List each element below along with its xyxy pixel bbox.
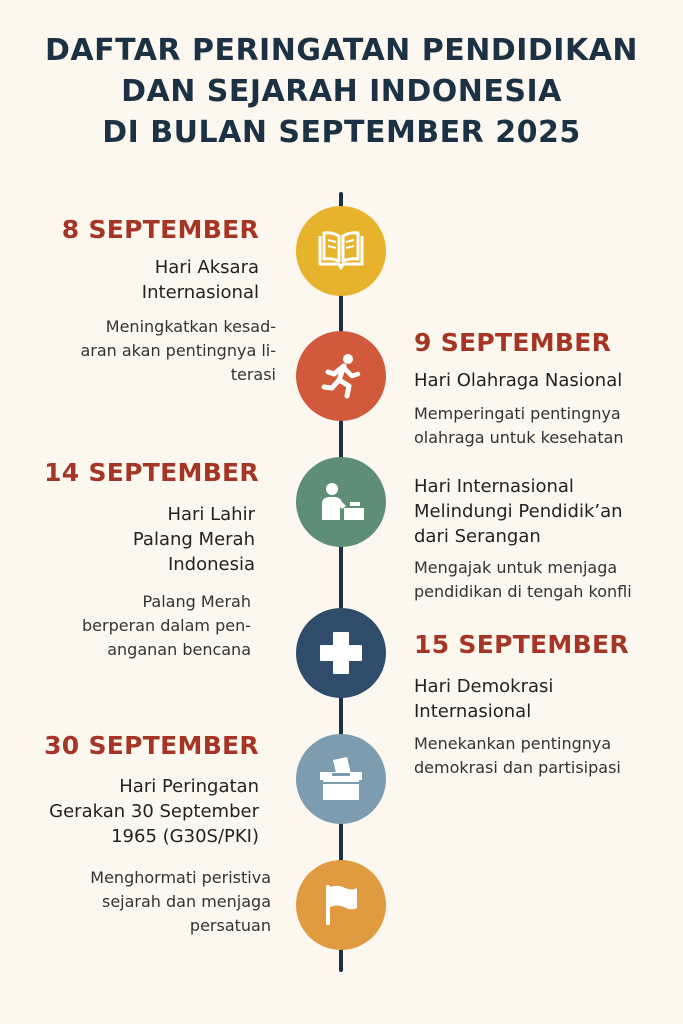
student-desk-icon — [316, 482, 366, 522]
event-desc-1-line: Meningkatkan kesad- — [105, 317, 276, 336]
event-desc-2-line: olahraga untuk kesehatan — [414, 428, 624, 447]
ballot-box-icon — [317, 756, 365, 802]
event-name-5-line: Hari Demokrasi — [414, 676, 554, 697]
event-desc-5-line: demokrasi dan partisipasi — [414, 758, 621, 777]
event-date-2: 9 SEPTEMBER — [414, 328, 612, 357]
event-date-1: 8 SEPTEMBER — [61, 215, 259, 244]
event-desc-6-line: Menghormati peristiva — [90, 868, 271, 887]
event-desc-3 — [82, 590, 251, 662]
event-name-4-line: Melindungi Pendidik’an — [414, 501, 623, 522]
title-line-3: DI BULAN SEPTEMBER 2025 — [102, 115, 581, 150]
event-name-6 — [49, 774, 259, 849]
event-desc-1 — [80, 315, 276, 387]
event-date-6: 30 SEPTEMBER — [44, 731, 259, 760]
event-desc-2 — [414, 402, 624, 450]
event-circle-5 — [296, 734, 386, 824]
page-title — [0, 30, 683, 153]
event-name-3-line: Indonesia — [167, 554, 255, 575]
event-name-6-line: 1965 (G30S/PKI) — [111, 826, 259, 847]
title-line-1: DAFTAR PERINGATAN PENDIDIKAN — [44, 33, 639, 68]
event-desc-5 — [414, 732, 621, 780]
event-desc-4-line: Mengajak untuk menjaga — [414, 558, 618, 577]
event-name-5 — [414, 674, 553, 724]
event-date-5: 15 SEPTEMBER — [414, 630, 629, 659]
runner-icon — [319, 352, 363, 400]
event-desc-2-line: Memperingati pentingnya — [414, 404, 621, 423]
event-desc-3-line: anganan bencana — [107, 640, 251, 659]
event-name-4-line: Hari Internasional — [414, 476, 574, 497]
event-name-2-line: Hari Olahraga Nasional — [414, 370, 623, 391]
event-desc-6-line: sejarah dan menjaga — [101, 892, 271, 911]
event-desc-5-line: Menekankan pentingnya — [414, 734, 612, 753]
event-desc-6 — [90, 866, 271, 938]
event-name-3-line: Palang Merah — [132, 529, 255, 550]
event-desc-6-line: persatuan — [189, 916, 271, 935]
event-name-4 — [414, 474, 623, 549]
title-line-2: DAN SEJARAH INDONESIA — [121, 74, 562, 109]
event-desc-4-line: pendidikan di tengah konfli — [414, 582, 632, 601]
event-name-6-line: Gerakan 30 September — [49, 801, 259, 822]
timeline-axis — [339, 192, 343, 972]
event-desc-3-line: Palang Merah — [142, 592, 251, 611]
event-name-1 — [142, 255, 259, 305]
event-name-1-line: Hari Aksara — [154, 257, 259, 278]
event-desc-1-line: aran akan pentingnya li- — [80, 341, 276, 360]
event-circle-6 — [296, 860, 386, 950]
cross-icon — [318, 630, 364, 676]
event-desc-4 — [414, 556, 632, 604]
event-name-2 — [414, 368, 622, 393]
event-name-3-line: Hari Lahir — [167, 504, 255, 525]
event-desc-1-line: terasi — [230, 365, 276, 384]
event-name-5-line: Internasional — [414, 701, 532, 722]
event-circle-4 — [296, 608, 386, 698]
event-name-1-line: Internasional — [141, 282, 259, 303]
event-circle-3 — [296, 457, 386, 547]
flag-icon — [321, 883, 361, 927]
event-name-4-line: dari Serangan — [414, 526, 541, 547]
event-circle-1 — [296, 206, 386, 296]
event-desc-3-line: berperan dalam pen- — [82, 616, 251, 635]
event-date-3: 14 SEPTEMBER — [44, 458, 259, 487]
event-name-6-line: Hari Peringatan — [119, 776, 259, 797]
event-circle-2 — [296, 331, 386, 421]
event-name-3 — [133, 502, 255, 577]
book-icon — [316, 230, 366, 272]
